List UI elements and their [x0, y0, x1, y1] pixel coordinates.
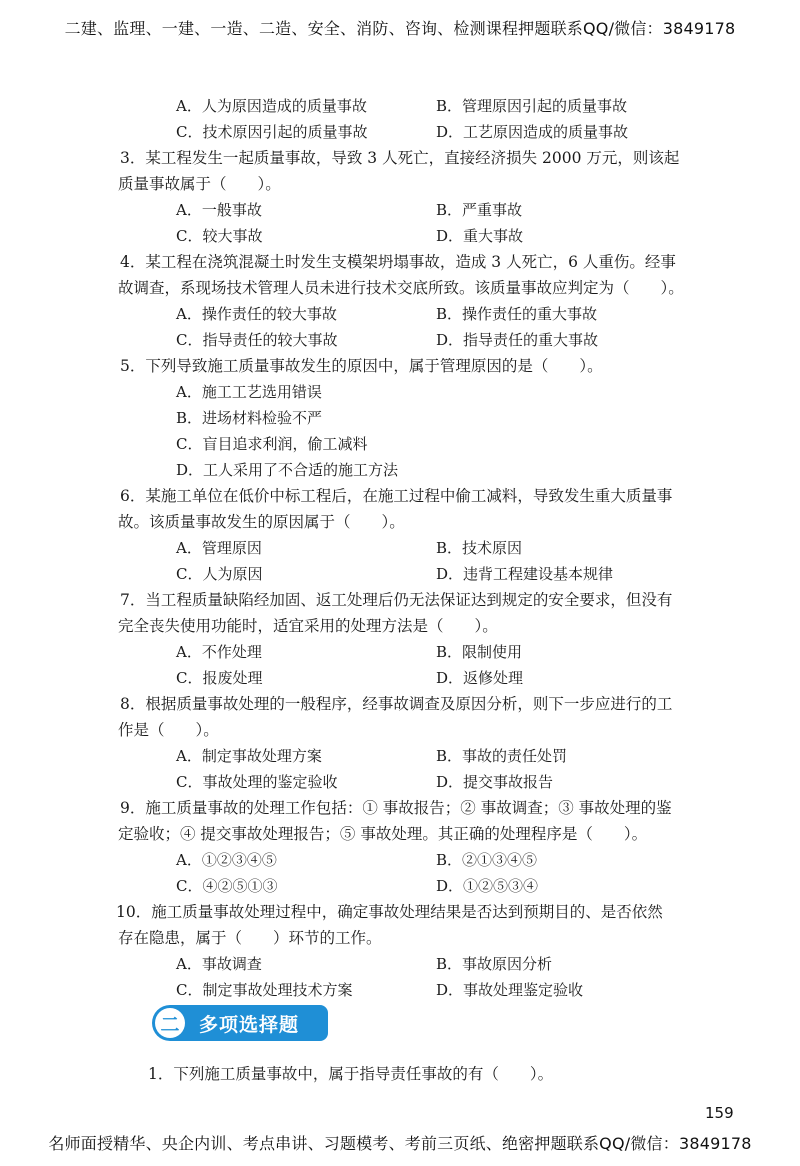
question-9-option-d: D．①②⑤③④	[436, 877, 539, 895]
question-8-option-c: C．事故处理的鉴定验收	[176, 773, 338, 791]
question-6-option-b: B．技术原因	[436, 539, 523, 557]
question-9-option-a: A．①②③④⑤	[176, 851, 277, 869]
footer-banner: 名师面授精华、央企内训、考点串讲、习题模考、考前三页纸、绝密押题联系QQ/微信：3849178	[48, 1134, 752, 1153]
question-9-option-b: B．②①③④⑤	[436, 851, 538, 869]
question-4-line-1: 4．某工程在浇筑混凝土时发生支模架坍塌事故，造成 3 人死亡，6 人重伤。经事	[120, 253, 676, 271]
question-10-line-1: 10．施工质量事故处理过程中，确定事故处理结果是否达到预期目的、是否依然	[116, 903, 663, 921]
section-heading	[152, 1005, 328, 1041]
question-10-option-c: C．制定事故处理技术方案	[176, 981, 353, 999]
question-8-option-d: D．提交事故报告	[436, 773, 554, 791]
question-10-line-2: 存在隐患，属于（ ）环节的工作。	[118, 929, 382, 947]
question-3-option-a: A．一般事故	[176, 201, 262, 219]
question-10-option-d: D．事故处理鉴定验收	[436, 981, 584, 999]
prev-option-b: B．管理原因引起的质量事故	[436, 97, 628, 115]
multi-question-1: 1．下列施工质量事故中，属于指导责任事故的有（ ）。	[148, 1065, 554, 1083]
section-number-badge: 二	[155, 1008, 185, 1038]
question-5-option-d: D．工人采用了不合适的施工方法	[176, 461, 399, 479]
page-number: 159	[705, 1104, 734, 1122]
question-3-option-b: B．严重事故	[436, 201, 523, 219]
header-banner: 二建、监理、一建、一造、二造、安全、消防、咨询、检测课程押题联系QQ/微信：3849178	[64, 19, 736, 38]
question-8-option-b: B．事故的责任处罚	[436, 747, 568, 765]
question-6-line-1: 6．某施工单位在低价中标工程后，在施工过程中偷工减料，导致发生重大质量事	[120, 487, 673, 505]
question-7-line-1: 7．当工程质量缺陷经加固、返工处理后仍无法保证达到规定的安全要求，但没有	[120, 591, 673, 609]
question-9-option-c: C．④②⑤①③	[176, 877, 278, 895]
question-4-option-c: C．指导责任的较大事故	[176, 331, 338, 349]
prev-option-a: A．人为原因造成的质量事故	[176, 97, 367, 115]
question-5-option-c: C．盲目追求利润，偷工减料	[176, 435, 368, 453]
question-8-line-1: 8．根据质量事故处理的一般程序，经事故调查及原因分析，则下一步应进行的工	[120, 695, 673, 713]
question-10-option-a: A．事故调查	[176, 955, 262, 973]
question-4-option-d: D．指导责任的重大事故	[436, 331, 599, 349]
question-6-option-c: C．人为原因	[176, 565, 263, 583]
prev-option-c: C．技术原因引起的质量事故	[176, 123, 368, 141]
question-4-line-2: 故调查，系现场技术管理人员未进行技术交底所致。该质量事故应判定为（ ）。	[118, 279, 684, 297]
question-8-option-a: A．制定事故处理方案	[176, 747, 322, 765]
section-title: 多项选择题	[199, 1013, 300, 1036]
question-3-option-c: C．较大事故	[176, 227, 263, 245]
question-5-option-a: A．施工工艺选用错误	[176, 383, 322, 401]
question-6-option-d: D．违背工程建设基本规律	[436, 565, 614, 583]
question-7-option-c: C．报废处理	[176, 669, 263, 687]
question-8-line-2: 作是（ ）。	[118, 721, 219, 739]
question-7-option-a: A．不作处理	[176, 643, 262, 661]
question-5-option-b: B．进场材料检验不严	[176, 409, 323, 427]
question-3-line-2: 质量事故属于（ ）。	[118, 175, 281, 193]
question-6-option-a: A．管理原因	[176, 539, 262, 557]
question-9-line-2: 定验收；④ 提交事故处理报告；⑤ 事故处理。其正确的处理程序是（ ）。	[118, 825, 648, 843]
question-3-line-1: 3．某工程发生一起质量事故，导致 3 人死亡，直接经济损失 2000 万元，则该起	[120, 149, 680, 167]
question-7-option-d: D．返修处理	[436, 669, 524, 687]
question-6-line-2: 故。该质量事故发生的原因属于（ ）。	[118, 513, 405, 531]
question-7-line-2: 完全丧失使用功能时，适宜采用的处理方法是（ ）。	[118, 617, 498, 635]
question-7-option-b: B．限制使用	[436, 643, 523, 661]
question-9-line-1: 9．施工质量事故的处理工作包括：① 事故报告；② 事故调查；③ 事故处理的鉴	[120, 799, 672, 817]
question-10-option-b: B．事故原因分析	[436, 955, 553, 973]
prev-option-d: D．工艺原因造成的质量事故	[436, 123, 629, 141]
question-4-option-b: B．操作责任的重大事故	[436, 305, 598, 323]
question-4-option-a: A．操作责任的较大事故	[176, 305, 337, 323]
question-5-line-1: 5．下列导致施工质量事故发生的原因中，属于管理原因的是（ ）。	[120, 357, 603, 375]
question-3-option-d: D．重大事故	[436, 227, 524, 245]
